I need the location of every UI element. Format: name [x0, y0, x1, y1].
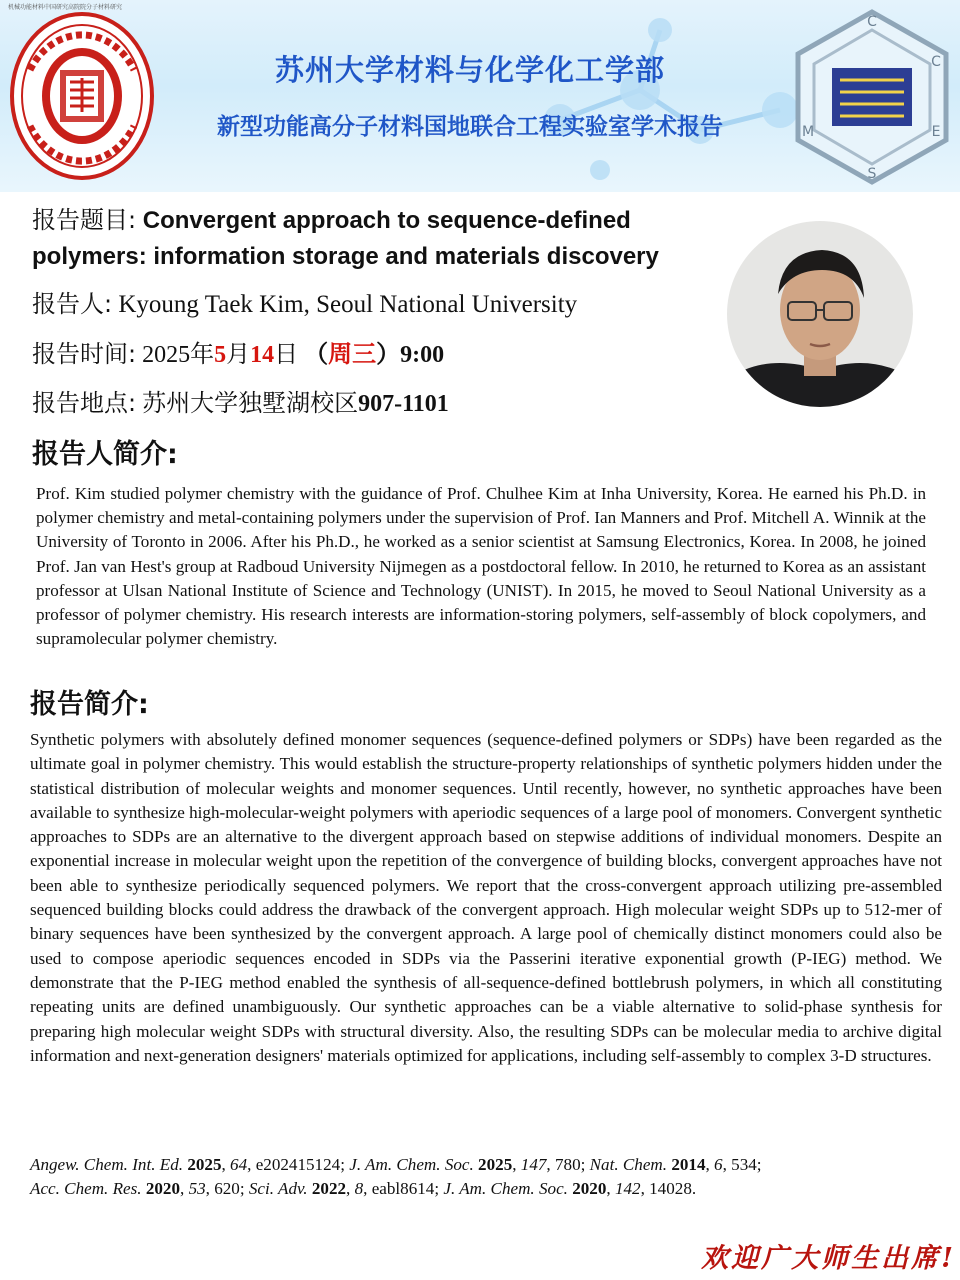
speaker-photo: [726, 220, 914, 408]
lab-report-subtitle: 新型功能高分子材料国地联合工程实验室学术报告: [217, 114, 723, 140]
speaker-label: 报告人:: [32, 290, 113, 318]
speaker-bio-text: Prof. Kim studied polymer chemistry with the guidance of Prof. Chulhee Kim at Inha University, Korea. He earned his Ph.D. in polymer chemistry and metal-containing polymers under the supervision of Prof. Ian Manners and Prof. Mitchell A. Winnik at the University of Toronto in 2006. After his Ph.D., he worked as a senior scientist at Samsung Electronics, Korea. In 2008, he joined Prof. Jan van Hest's group at Radboud University Nijmegen as a postdoctoral fellow. In 2010, he returned to Korea as an assistant professor at Ulsan National Institute of Science and Technology (UNIST). In 2015, he moved to Seoul National University as a professor of polymer chemistry. His research interests are information-storing polymers, self-assembly of block copolymers, and supramolecular polymer chemistry.: [36, 484, 926, 649]
reference-year: 2022: [311, 1179, 347, 1198]
reference-item: J. Am. Chem. Soc. 2025, 147, 780;: [349, 1155, 590, 1174]
reference-page: eabl8614: [371, 1179, 435, 1198]
reference-year: 2025: [478, 1155, 513, 1174]
reference-page: 534: [731, 1155, 757, 1174]
svg-text:C: C: [931, 54, 941, 70]
reference-item: Nat. Chem. 2014, 6, 534;: [589, 1155, 762, 1174]
report-title-label: 报告题目:: [32, 206, 137, 234]
venue-label: 报告地点:: [32, 389, 137, 417]
time-year: 2025年: [142, 342, 215, 368]
svg-text:E: E: [931, 124, 941, 140]
reference-journal: Angew. Chem. Int. Ed.: [30, 1155, 188, 1174]
speaker-value: Kyoung Taek Kim, Seoul National University: [118, 291, 578, 318]
time-label: 报告时间:: [32, 340, 137, 368]
references: [30, 1153, 942, 1201]
reference-page: 14028: [649, 1179, 692, 1198]
reference-item: Angew. Chem. Int. Ed. 2025, 64, e202415124;: [30, 1155, 350, 1174]
reference-volume: 8: [354, 1179, 364, 1198]
reference-journal: Sci. Adv.: [248, 1179, 312, 1198]
department-title: 苏州大学材料与化学化工学部: [274, 53, 665, 87]
reference-year: 2020: [145, 1179, 181, 1198]
reference-item: J. Am. Chem. Soc. 2020, 142, 14028.: [443, 1179, 697, 1198]
reference-volume: 6: [714, 1155, 723, 1174]
abstract-text: Synthetic polymers with absolutely defined monomer sequences (sequence-defined polymers or SDPs) have been regarded as the ultimate goal in polymer chemistry. This would establish the structure-property relationships of synthetic polymers hidden under the statistical distribution of molecular weights and monomer sequences. Until recently, however, no synthetic approaches have been available to synthesize high-molecular-weight polymers with aperiodic sequences of a large pool of monomers. Convergent synthetic approaches to SDPs are an alternative to the divergent approach based on stepwise additions of individual monomers. Despite an exponential increase in molecular weight upon the repetition of the convergence of building blocks, convergent approaches have not been able to synthesize periodically sequenced polymers. We report that the cross-convergent approach utilizing pre-assembled sequenced building blocks could address the drawback of the convergent approach. High molecular weight SDPs up to 512-mer of binary sequences have been synthesized by the convergent approach. A large pool of chemically distinct monomers could also be used to compose aperiodic sequences encoded in SDPs via the Passerini iterative exponential growth (P-IEG) method. We demonstrate that the P-IEG method enabled the synthesis of all-sequence-defined bottlebrush polymers, in which all constituting repeating units are defined unambiguously. Our synthetic approaches can be a viable alternative to solid-phase synthesis for preparing high molecular weight SDPs with structural diversity. Also, the resulting SDPs can be molecular media to archive digital information and next-generation designers' materials optimized for applications, including self-assembly to complex 3-D structures.: [30, 730, 942, 1065]
header-caption: 机械功能材料中国研究高院院分子材料研究: [8, 5, 123, 11]
report-title-line2: polymers: information storage and materials discovery: [32, 243, 659, 270]
reference-volume: 53: [188, 1179, 206, 1198]
reference-journal: Acc. Chem. Res.: [30, 1179, 146, 1198]
time-day-unit: 日: [274, 342, 299, 368]
time-weekday-open: （: [304, 342, 329, 368]
reference-volume: 64: [230, 1155, 248, 1174]
svg-text:S: S: [867, 166, 877, 182]
venue-row: [32, 383, 712, 418]
abstract-heading: 报告简介:: [30, 689, 149, 720]
reference-journal: J. Am. Chem. Soc.: [349, 1155, 479, 1174]
time-weekday: 周三: [328, 342, 377, 368]
reference-page: 620: [214, 1179, 240, 1198]
time-clock: 9:00: [400, 342, 445, 368]
header-banner: [0, 0, 960, 192]
report-title-block: [32, 202, 712, 275]
reference-page: 780: [554, 1155, 581, 1174]
report-title-line1: Convergent approach to sequence-defined: [142, 207, 631, 234]
time-row: [32, 334, 712, 369]
reference-year: 2014: [671, 1155, 706, 1174]
speaker-row: [32, 284, 712, 319]
college-logo: [786, 6, 958, 188]
reference-year: 2025: [187, 1155, 222, 1174]
reference-journal: Nat. Chem.: [589, 1155, 672, 1174]
reference-item: Sci. Adv. 2022, 8, eabl8614;: [248, 1179, 444, 1198]
bio-heading: 报告人简介:: [32, 439, 178, 470]
reference-volume: 142: [614, 1179, 641, 1198]
time-day: 14: [250, 342, 275, 368]
time-weekday-close: ）: [376, 342, 401, 368]
svg-text:M: M: [801, 124, 815, 140]
time-month: 5: [214, 342, 227, 368]
reference-volume: 147: [520, 1155, 547, 1174]
venue-value: 苏州大学独墅湖校区: [142, 389, 359, 417]
svg-text:C: C: [867, 14, 877, 30]
welcome-slogan: 欢迎广大师生出席!: [701, 1243, 956, 1274]
soochow-university-logo: [8, 10, 156, 182]
reference-year: 2020: [572, 1179, 607, 1198]
venue-room: 907-1101: [358, 391, 449, 417]
reference-journal: J. Am. Chem. Soc.: [443, 1179, 573, 1198]
reference-item: Acc. Chem. Res. 2020, 53, 620;: [30, 1179, 249, 1198]
reference-page: e202415124: [255, 1155, 341, 1174]
time-month-unit: 月: [226, 342, 251, 368]
